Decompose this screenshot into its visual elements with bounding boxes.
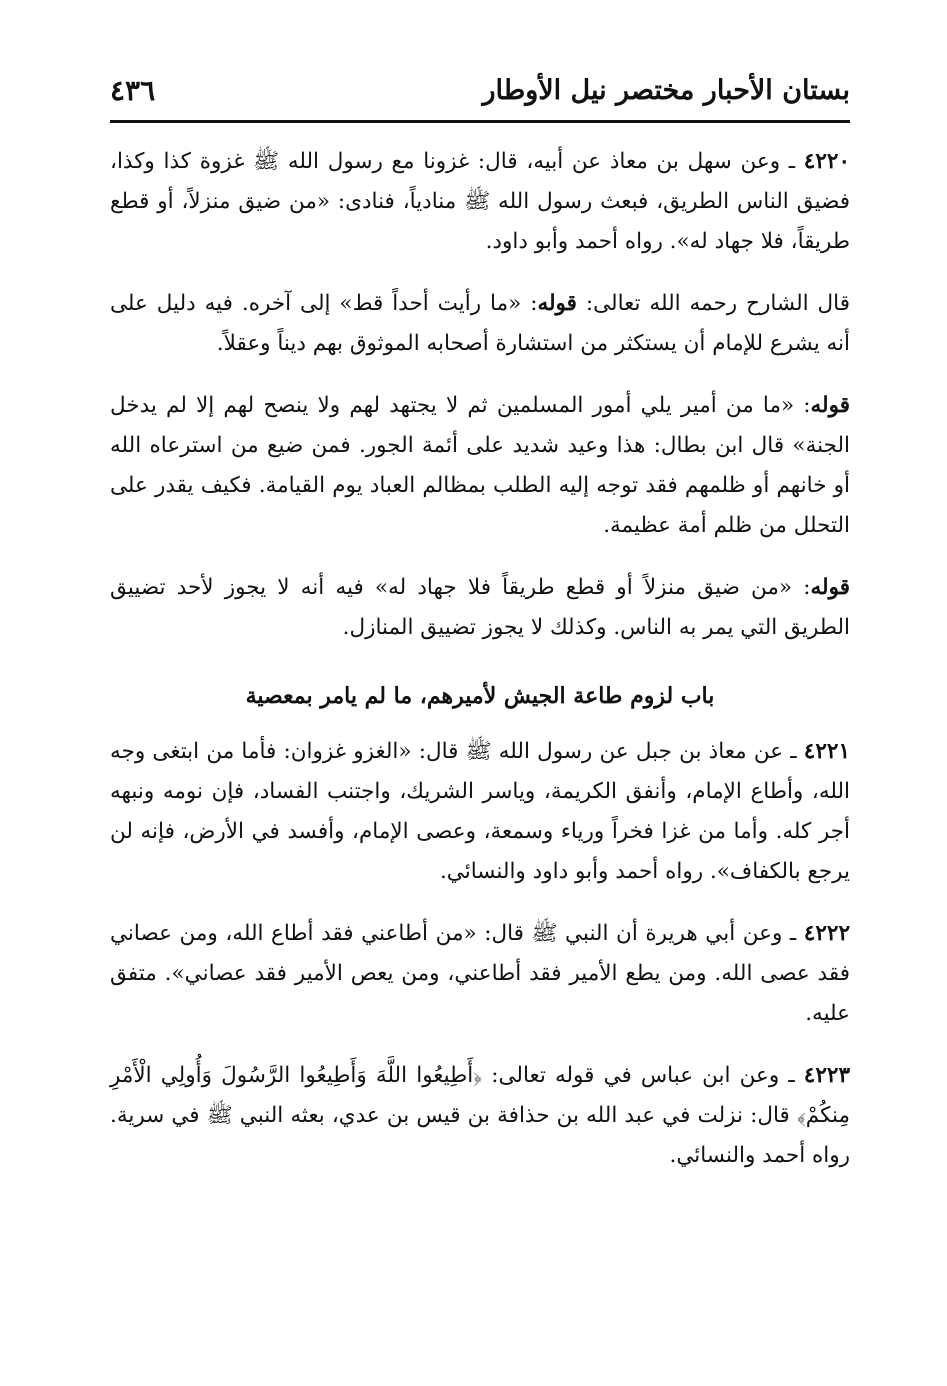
paragraph-4221	[110, 732, 850, 892]
running-title: بستان الأحبار مختصر نيل الأوطار	[482, 74, 850, 106]
page-number: ٤٣٦	[110, 73, 156, 107]
paragraph-text: ـ وعن سهل بن معاذ عن أبيه، قال: غزونا مع رسول الله ﷺ غزوة كذا وكذا، فضيق الناس الطريق، فبعث رسول الله ﷺ منادياً، فنادى: «من ضيق منزلاً، أو قطع طريقاً، فلا جهاد له». رواه أحمد وأبو داود.	[110, 149, 850, 254]
keyword: قوله	[810, 575, 850, 600]
page-body	[110, 142, 850, 1198]
paragraph-4222	[110, 914, 850, 1034]
keyword: قوله	[537, 291, 577, 316]
running-header	[110, 62, 850, 118]
hadith-number: ٤٢٢٢	[803, 921, 850, 946]
paragraph-text: ـ عن معاذ بن جبل عن رسول الله ﷺ قال: «الغزو غزوان: فأما من ابتغى وجه الله، وأطاع الإمام، وأنفق الكريمة، وياسر الشريك، واجتنب الفساد، فإن نومه ونبهه أجر كله. وأما من غزا فخراً ورياء وسمعة، وعصى الإمام، وأفسد في الأرض، فإنه لن يرجع بالكفاف». رواه أحمد وأبو داود والنسائي.	[110, 739, 850, 884]
hadith-number: ٤٢٢٠	[803, 149, 850, 174]
paragraph-4223	[110, 1056, 850, 1176]
header-rule	[110, 120, 850, 123]
paragraph-commentary-3	[110, 568, 850, 648]
paragraph-4220	[110, 142, 850, 262]
paragraph-commentary-2	[110, 386, 850, 546]
paragraph-text: ـ وعن ابن عباس في قوله تعالى: ﴿أَطِيعُوا اللَّهَ وَأَطِيعُوا الرَّسُولَ وَأُولِي الْأَمْرِ مِنكُمْ﴾ قال: نزلت في عبد الله بن حذافة بن قيس بن عدي، بعثه النبي ﷺ في سرية. رواه أحمد والنسائي.	[110, 1063, 850, 1168]
section-heading: باب لزوم طاعة الجيش لأميرهم، ما لم يامر بمعصية	[245, 683, 715, 709]
hadith-number: ٤٢٢٣	[803, 1063, 850, 1088]
hadith-number: ٤٢٢١	[803, 739, 850, 764]
paragraph-commentary-1	[110, 284, 850, 364]
keyword: قوله	[810, 393, 850, 418]
paragraph-intro: قال الشارح رحمه الله تعالى:	[576, 291, 850, 316]
paragraph-text: ـ وعن أبي هريرة أن النبي ﷺ قال: «من أطاعني فقد أطاع الله، ومن عصاني فقد عصى الله. ومن يطع الأمير فقد أطاعني، ومن يعص الأمير فقد عصاني». متفق عليه.	[110, 921, 850, 1026]
paragraph-text: : «من ضيق منزلاً أو قطع طريقاً فلا جهاد له» فيه أنه لا يجوز لأحد تضييق الطريق التي يمر به الناس. وكذلك لا يجوز تضييق المنازل.	[110, 575, 850, 640]
paragraph-text: : «ما من أمير يلي أمور المسلمين ثم لا يجتهد لهم ولا ينصح لهم إلا لم يدخل الجنة» قال ابن بطال: هذا وعيد شديد على أئمة الجور. فمن ضيع من استرعاه الله أو خانهم أو ظلمهم فقد توجه إليه الطلب بمظالم العباد يوم القيامة. فكيف يقدر على التحلل من ظلم أمة عظيمة.	[110, 393, 850, 538]
paragraph-text: : «ما رأيت أحداً قط» إلى آخره. فيه دليل على أنه يشرع للإمام أن يستكثر من استشارة أصحابه الموثوق بهم ديناً وعقلاً.	[110, 291, 850, 356]
